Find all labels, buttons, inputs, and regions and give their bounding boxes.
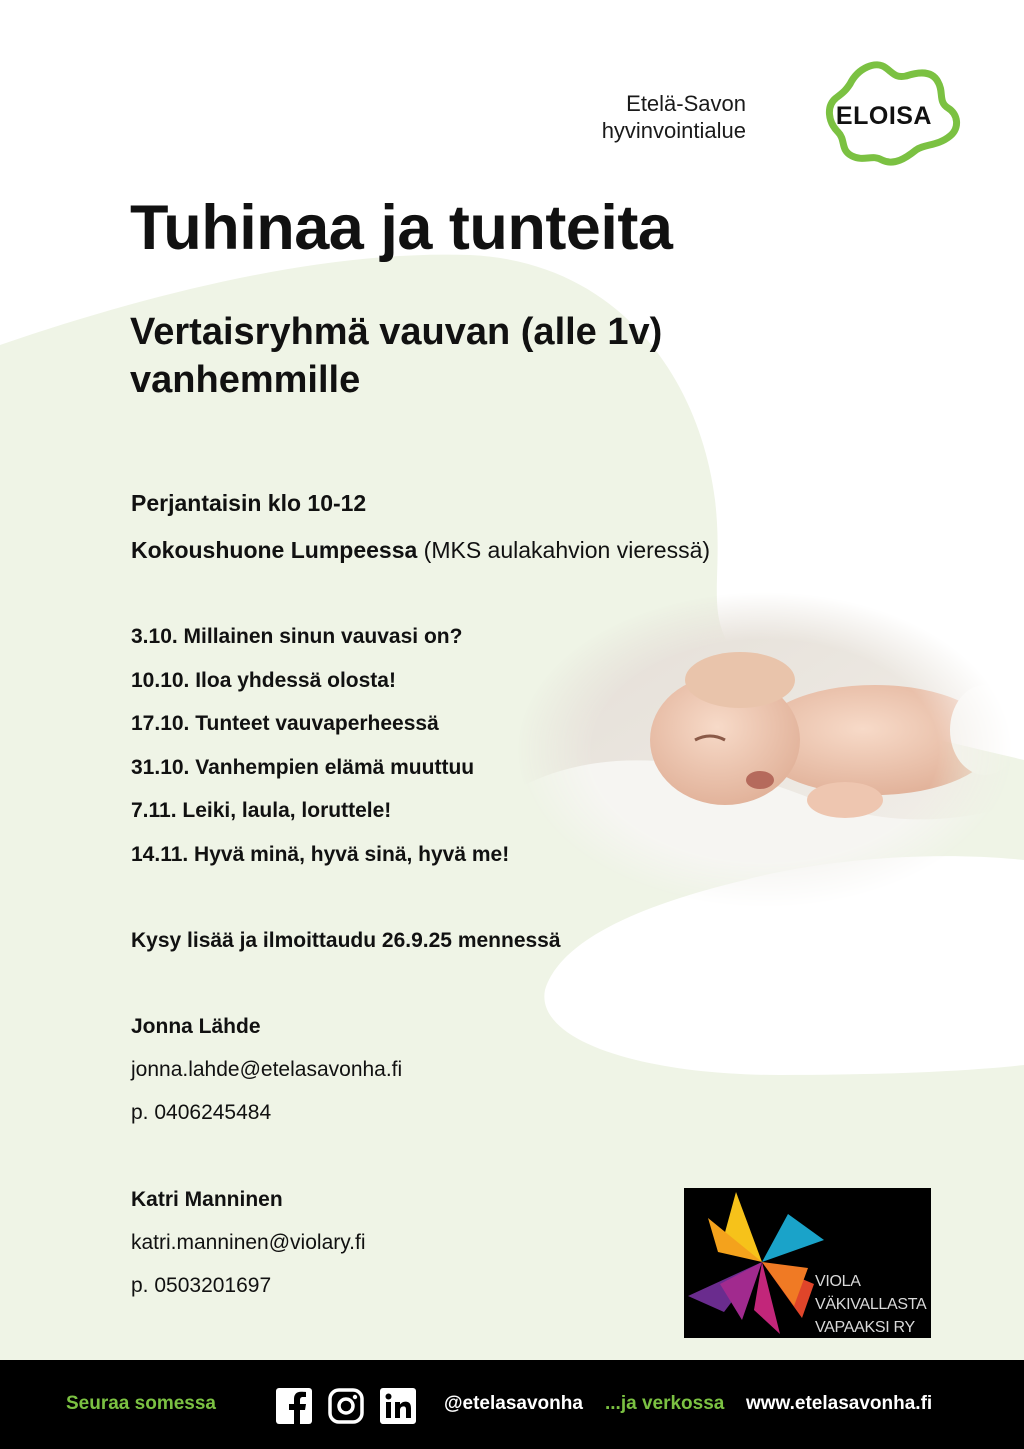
list-item: 17.10. Tunteet vauvaperheessä xyxy=(131,712,439,735)
contact-1-phone[interactable]: p. 0406245484 xyxy=(131,1101,272,1124)
website-link[interactable]: www.etelasavonha.fi xyxy=(746,1393,933,1414)
viola-line1: VIOLA xyxy=(815,1273,861,1290)
viola-name xyxy=(815,1270,926,1338)
session-list xyxy=(131,622,509,883)
viola-logo xyxy=(684,1188,931,1338)
contact-1-name: Jonna Lähde xyxy=(131,1015,261,1038)
footer-bar xyxy=(0,1360,1024,1449)
instagram-icon[interactable] xyxy=(328,1388,364,1424)
contact-2-phone[interactable]: p. 0503201697 xyxy=(131,1274,272,1297)
list-item: 31.10. Vanhempien elämä muuttuu xyxy=(131,755,475,779)
registration-note: Kysy lisää ja ilmoittaudu 26.9.25 mennessä xyxy=(131,929,561,952)
logo-word: ELOISA xyxy=(835,102,932,130)
eloisa-logo xyxy=(601,56,962,168)
list-item: 14.11. Hyvä minä, hyvä sinä, hyvä me! xyxy=(131,842,510,866)
contact-1-email[interactable]: jonna.lahde@etelasavonha.fi xyxy=(131,1058,403,1081)
viola-line2: VÄKIVALLASTA xyxy=(815,1296,927,1313)
org-name-line2: hyvinvointialue xyxy=(601,118,746,143)
org-name-line1: Etelä-Savon xyxy=(626,91,746,116)
list-item: 10.10. Iloa yhdessä olosta! xyxy=(131,668,396,692)
meeting-place xyxy=(131,535,710,565)
social-handle[interactable]: @etelasavonha xyxy=(444,1393,583,1414)
contact-2-email[interactable]: katri.manninen@violary.fi xyxy=(131,1231,366,1254)
contact-2-name: Katri Manninen xyxy=(131,1188,283,1211)
web-label: ...ja verkossa xyxy=(605,1393,725,1414)
page-title: Tuhinaa ja tunteita xyxy=(130,193,673,263)
page-subtitle: Vertaisryhmä vauvan (alle 1v) vanhemmille xyxy=(130,311,663,401)
linkedin-icon[interactable] xyxy=(380,1388,416,1424)
baby-photo xyxy=(515,590,1015,910)
facebook-icon[interactable] xyxy=(276,1388,312,1424)
meeting-time: Perjantaisin klo 10-12 xyxy=(131,490,367,516)
viola-line3: VAPAAKSI RY xyxy=(815,1319,915,1336)
org-name xyxy=(602,90,746,144)
meeting-place-detail: (MKS aulakahvion vieressä) xyxy=(417,537,711,563)
meeting-place-name: Kokoushuone Lumpeessa xyxy=(131,537,418,563)
list-item: 3.10. Millainen sinun vauvasi on? xyxy=(131,625,463,648)
list-item: 7.11. Leiki, laula, loruttele! xyxy=(131,799,392,822)
pinwheel-icon xyxy=(684,1188,834,1338)
follow-label: Seuraa somessa xyxy=(66,1393,216,1414)
